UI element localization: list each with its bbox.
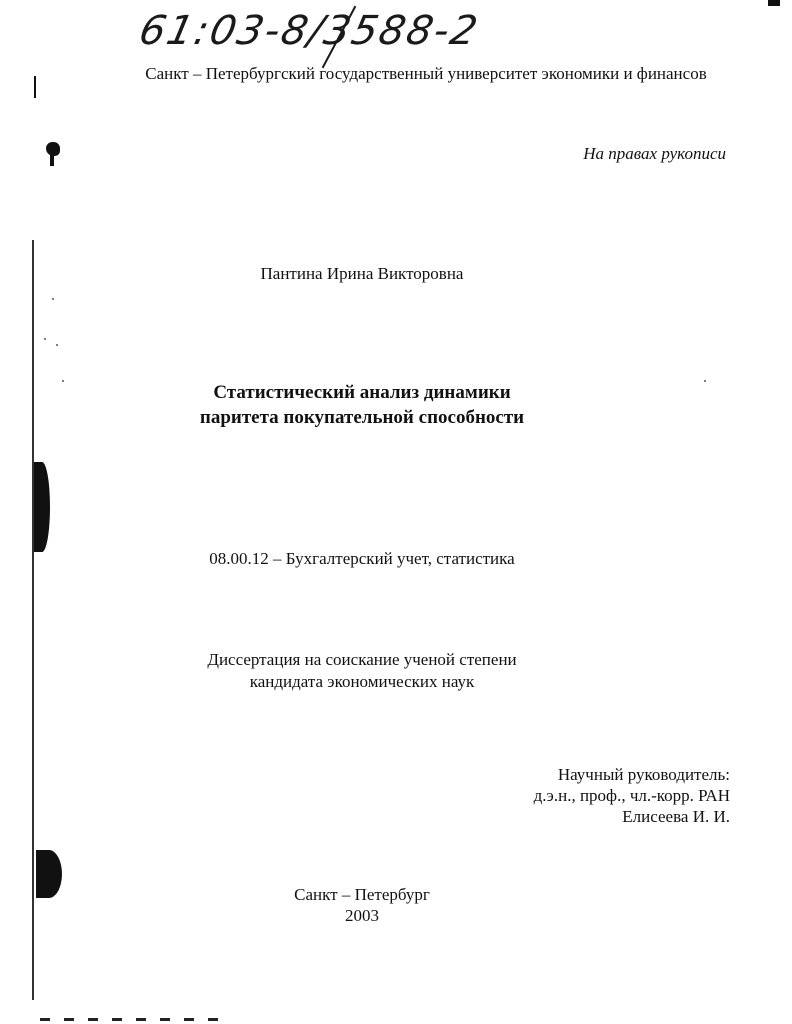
advisor-credentials: д.э.н., проф., чл.-корр. РАН: [533, 786, 730, 805]
university-name: Санкт – Петербургский государственный университет экономики и финансов: [145, 64, 707, 83]
scan-bottom-dashes: [40, 1018, 220, 1021]
dissertation-title: [0, 380, 758, 430]
scan-shadow-upper: [34, 462, 50, 552]
scan-corner-mark: [768, 0, 780, 6]
scan-mark: [34, 76, 36, 98]
scientific-advisor: [534, 764, 730, 827]
specialty-code: 08.00.12 – Бухгалтерский учет, статистика: [209, 549, 515, 568]
degree-line-1: Диссертация на соискание ученой степени: [207, 650, 517, 669]
scan-edge-line: [32, 240, 34, 1000]
scan-speck: [52, 298, 54, 300]
city: Санкт – Петербург: [294, 885, 430, 904]
scan-speck: [704, 380, 706, 382]
degree-statement: [0, 649, 758, 693]
advisor-label: Научный руководитель:: [557, 765, 730, 784]
scan-speck: [44, 338, 46, 340]
year: 2003: [345, 906, 379, 925]
scan-blot-tail: [50, 154, 54, 166]
advisor-name: Елисеева И. И.: [622, 807, 730, 826]
title-line-1: Статистический анализ динамики: [213, 382, 511, 403]
place-and-year: [0, 884, 758, 926]
scan-speck: [62, 380, 64, 382]
scan-speck: [56, 344, 58, 346]
author-name: Пантина Ирина Викторовна: [260, 264, 464, 283]
title-line-2: паритета покупательной способности: [199, 407, 525, 428]
scan-shadow-lower: [36, 850, 62, 898]
handwritten-catalog-number: 61:03-8/3588-2: [135, 8, 484, 54]
rights-note: На правах рукописи: [583, 144, 726, 163]
degree-line-2: кандидата экономических наук: [249, 672, 475, 691]
